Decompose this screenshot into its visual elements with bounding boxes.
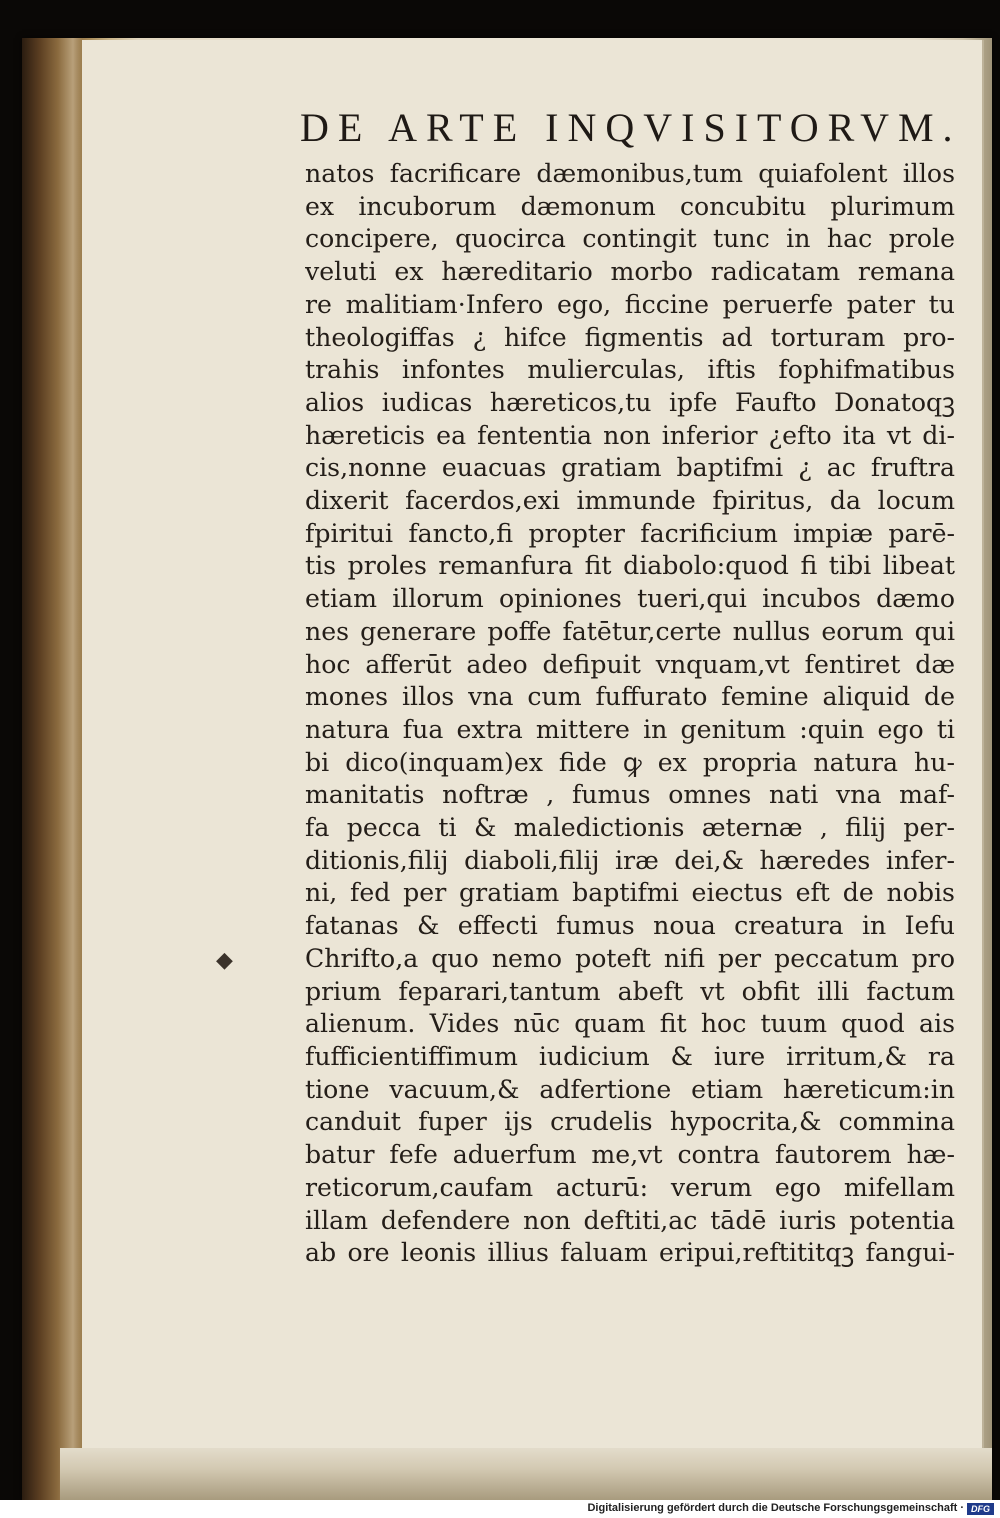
text-line: fpiritui fancto,fi propter facrificium impiæ parē- <box>305 518 955 548</box>
text-line: natura fua extra mittere in genitum :quin ego ti <box>305 714 955 744</box>
page-text <box>305 158 955 1270</box>
text-line: concipere, quocirca contingit tunc in hac prole <box>305 224 955 254</box>
dfg-logo: DFG <box>967 1503 994 1515</box>
text-line: illam defendere non deftiti,ac tādē iuris potentia <box>305 1205 955 1235</box>
marginal-mark: ◆ <box>216 948 233 973</box>
text-line: canduit fuper ijs crudelis hypocrita,& commina <box>305 1107 955 1137</box>
text-line: nes generare poffe fatētur,certe nullus eorum qui <box>305 616 955 646</box>
text-line: tione vacuum,& adfertione etiam hæreticum:in <box>305 1074 955 1104</box>
text-line: ex incuborum dæmonum concubitu plurimum <box>305 191 955 221</box>
text-line: ab ore leonis illius faluam eripui,reftititqꝫ fangui- <box>305 1238 955 1268</box>
text-line: alienum. Vides nūc quam fit hoc tuum quod ais <box>305 1009 955 1039</box>
text-line: reticorum,caufam acturū: verum ego mifellam <box>305 1172 955 1202</box>
text-line: ni, fed per gratiam baptifmi eiectus eft de nobis <box>305 878 955 908</box>
text-line: veluti ex hæreditario morbo radicatam remana <box>305 257 955 287</box>
text-line: re malitiam·Infero ego, ficcine peruerfe pater tu <box>305 289 955 319</box>
page-stack-bottom <box>60 1448 992 1500</box>
text-line: dixerit facerdos,exi immunde fpiritus, da locum <box>305 486 955 516</box>
text-line: fufficientiffimum iudicium & iure irritum,& ra <box>305 1041 955 1071</box>
text-line: trahis infontes mulierculas, iftis fophifmatibus <box>305 355 955 385</box>
text-line: tis proles remanfura fit diabolo:quod fi tibi libeat <box>305 551 955 581</box>
text-line: etiam illorum opiniones tueri,qui incubos dæmo <box>305 584 955 614</box>
text-line: fatanas & effecti fumus noua creatura in Iefu <box>305 911 955 941</box>
text-line: natos facrificare dæmonibus,tum quiafolent illos <box>305 159 955 188</box>
text-line: hæreticis ea fententia non inferior ¿efto ita vt di- <box>305 420 955 450</box>
text-line: alios iudicas hæreticos,tu ipfe Faufto Donatoqꝫ <box>305 387 955 417</box>
funding-credit: Digitalisierung gefördert durch die Deutsche Forschungsgemeinschaft · <box>587 1502 964 1514</box>
running-header: DE ARTE INQVISITORVM. <box>300 105 962 150</box>
text-line: cis,nonne euacuas gratiam baptifmi ¿ ac fruftra <box>305 453 955 483</box>
text-line: Chrifto,a quo nemo poteft nifi per peccatum pro <box>305 943 955 973</box>
text-line: mones illos vna cum fuffurato femine aliquid de <box>305 682 955 712</box>
text-line: bi dico(inquam)ex fide ꝙ ex propria natura hu- <box>305 747 955 777</box>
text-line: prium feparari,tantum abeft vt obfit illi factum <box>305 976 955 1006</box>
text-line: batur fefe aduerfum me,vt contra fautorem hæ- <box>305 1140 955 1170</box>
text-line: fa pecca ti & maledictionis æternæ , filij per- <box>305 813 955 843</box>
text-line: manitatis noftræ , fumus omnes nati vna maf- <box>305 780 955 810</box>
text-line: theologiffas ¿ hifce figmentis ad torturam pro- <box>305 322 955 352</box>
text-line: hoc afferūt adeo defipuit vnquam,vt fentiret dæ <box>305 649 955 679</box>
book-spine-edge <box>22 38 82 1500</box>
text-line: ditionis,filij diaboli,filij iræ dei,& hæredes infer- <box>305 845 955 875</box>
